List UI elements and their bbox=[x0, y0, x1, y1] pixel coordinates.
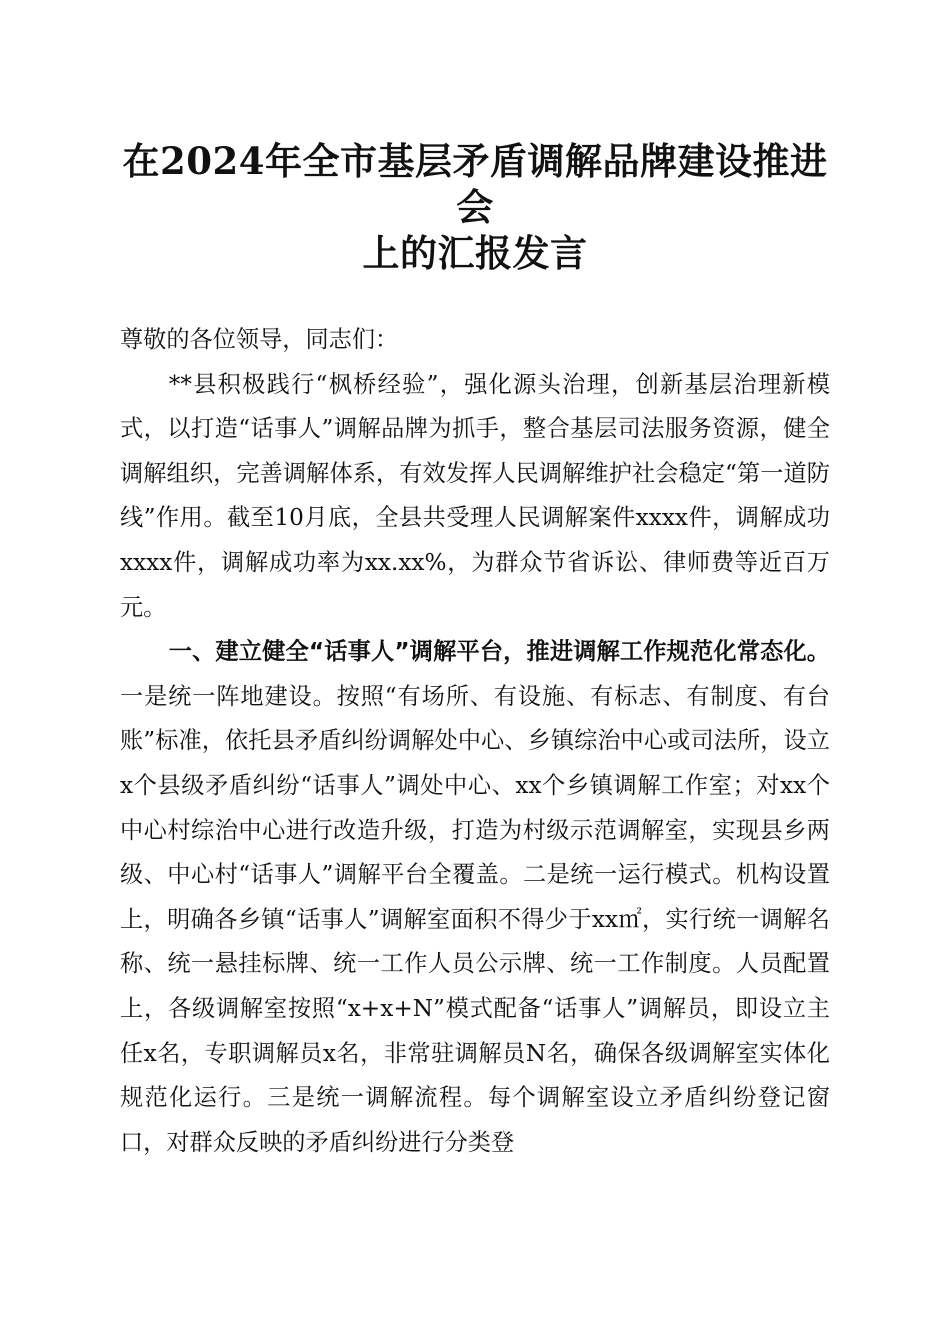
intro-paragraph: **县积极践行“枫桥经验”，强化源头治理，创新基层治理新模式，以打造“话事人”调解品牌为抓手，整合基层司法服务资源，健全调解组织，完善调解体系，有效发挥人民调解维护社会稳定“第一道防线”作用。截至10月底，全县共受理人民调解案件xxxx件，调解成功xxxx件，调解成功率为xx.xx%，为群众节省诉讼、律师费等近百万元。 bbox=[120, 370, 830, 621]
section-1-body: 一是统一阵地建设。按照“有场所、有设施、有标志、有制度、有台账”标准，依托县矛盾纠纷调解处中心、乡镇综治中心或司法所，设立x个县级矛盾纠纷“话事人”调处中心、xx个乡镇调解工作室；对xx个中心村综治中心进行改造升级，打造为村级示范调解室，实现县乡两级、中心村“话事人”调解平台全覆盖。二是统一运行模式。机构设置上，明确各乡镇“话事人”调解室面积不得少于xx㎡，实行统一调解名称、统一悬挂标牌、统一工作人员公示牌、统一工作制度。人员配置上，各级调解室按照“x+x+N”模式配备“话事人”调解员，即设立主任x名，专职调解员x名，非常驻调解员N名，确保各级调解室实体化规范化运行。三是统一调解流程。每个调解室设立矛盾纠纷登记窗口，对群众反映的矛盾纠纷进行分类登 bbox=[120, 682, 830, 1156]
section-1-heading: 一、建立健全“话事人”调解平台，推进调解工作规范化常态化。 bbox=[168, 638, 830, 666]
document-body bbox=[120, 318, 830, 1165]
title-line-2: 上的汇报发言 bbox=[362, 231, 588, 275]
document-title bbox=[120, 138, 830, 276]
title-line-1: 在2024年全市基层矛盾调解品牌建设推进会 bbox=[122, 139, 828, 229]
section-1-paragraph bbox=[120, 630, 830, 1165]
salutation: 尊敬的各位领导，同志们： bbox=[120, 326, 399, 353]
